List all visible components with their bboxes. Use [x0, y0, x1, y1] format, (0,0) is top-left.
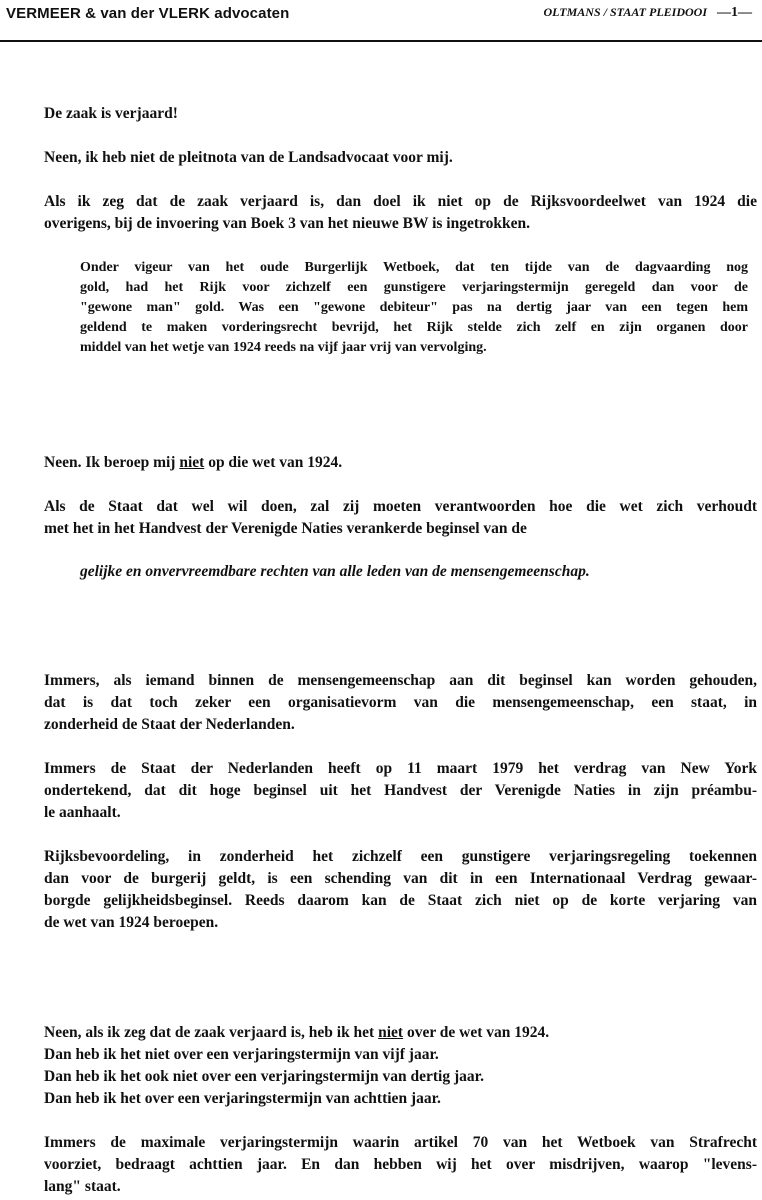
- case-title: OLTMANS / STAAT PLEIDOOI: [543, 5, 707, 19]
- italic-quote: gelijke en onvervreemdbare rechten van alle leden van de mensengemeenschap.: [80, 563, 590, 580]
- paragraph-10-line-4: de wet van 1924 beroepen.: [44, 914, 219, 931]
- case-reference: [544, 5, 752, 21]
- indented-line-5: middel van het wetje van 1924 reeds na vijf jaar vrij van vervolging.: [80, 340, 487, 355]
- paragraph-11-text-c: over de wet van 1924.: [403, 1024, 550, 1041]
- firm-name: VERMEER & van der VLERK advocaten: [6, 5, 290, 22]
- paragraph-5-text-a: Neen. Ik beroep mij: [44, 454, 180, 471]
- paragraph-12: [44, 1132, 757, 1198]
- indented-line-2: gold, had het Rijk voor zichzelf een gunstigere verjaringstermijn geregeld dan voor de: [80, 280, 748, 295]
- underlined-niet: niet: [179, 454, 205, 471]
- paragraph-3-line-1: Als ik zeg dat de zaak verjaard is, dan doel ik niet op de Rijksvoordeelwet van 1924 die: [44, 193, 757, 210]
- underlined-niet-2: niet: [378, 1024, 404, 1041]
- page-number: —1—: [717, 5, 752, 20]
- paragraph-9-line-3: le aanhaalt.: [44, 804, 121, 821]
- paragraph-9-line-1: Immers de Staat der Nederlanden heeft op 11 maart 1979 het verdrag van New York: [44, 760, 757, 777]
- paragraph-10-line-1: Rijksbevoordeling, in zonderheid het zichzelf een gunstigere verjaringsregeling toekennen: [44, 848, 757, 865]
- indented-paragraph: [80, 258, 748, 358]
- paragraph-11: [44, 1022, 757, 1110]
- indented-line-4: geldend te maken vorderingsrecht bevrijd, het Rijk stelde zich zelf en zijn organen door: [80, 320, 748, 335]
- paragraph-2: Neen, ik heb niet de pleitnota van de Landsadvocaat voor mij.: [44, 149, 453, 166]
- paragraph-12-line-2: voorziet, bedraagt achttien jaar. En dan hebben wij het over misdrijven, waarop "levens-: [44, 1156, 757, 1173]
- paragraph-8: [44, 670, 757, 736]
- paragraph-5: [44, 452, 744, 474]
- paragraph-3: [44, 191, 757, 235]
- paragraph-10: [44, 846, 757, 934]
- paragraph-12-line-3: lang" staat.: [44, 1178, 121, 1195]
- paragraph-6-line-2: met het in het Handvest der Verenigde Naties verankerde beginsel van de: [44, 520, 527, 537]
- paragraph-11-line-3: Dan heb ik het ook niet over een verjaringstermijn van dertig jaar.: [44, 1068, 484, 1085]
- paragraph-12-line-1: Immers de maximale verjaringstermijn waarin artikel 70 van het Wetboek van Strafrecht: [44, 1134, 757, 1151]
- paragraph-9-line-2: ondertekend, dat dit hoge beginsel uit het Handvest der Verenigde Naties in zijn préambu-: [44, 782, 757, 799]
- paragraph-10-line-3: borgde gelijkheidsbeginsel. Reeds daarom kan de Staat zich niet op de korte verjaring van: [44, 892, 757, 909]
- page-header: [0, 0, 762, 42]
- paragraph-8-line-3: zonderheid de Staat der Nederlanden.: [44, 716, 295, 733]
- paragraph-6-line-1: Als de Staat dat wel wil doen, zal zij moeten verantwoorden hoe die wet zich verhoudt: [44, 498, 757, 515]
- indented-line-3: "gewone man" gold. Was een "gewone debiteur" pas na dertig jaar van een tegen hem: [80, 300, 748, 315]
- paragraph-10-line-2: dan voor de burgerij geldt, is een schending van dit in een Internationaal Verdrag gewaar-: [44, 870, 757, 887]
- paragraph-8-line-1: Immers, als iemand binnen de mensengemeenschap aan dit beginsel kan worden gehouden,: [44, 672, 757, 689]
- paragraph-9: [44, 758, 757, 824]
- paragraph-8-line-2: dat is dat toch zeker een organisatievorm van die mensengemeenschap, een staat, in: [44, 694, 757, 711]
- paragraph-5-text-c: op die wet van 1924.: [204, 454, 343, 471]
- paragraph-11-text-a: Neen, als ik zeg dat de zaak verjaard is, heb ik het: [44, 1024, 379, 1041]
- indented-line-1: Onder vigeur van het oude Burgerlijk Wetboek, dat ten tijde van de dagvaarding nog: [80, 260, 748, 275]
- paragraph-1: De zaak is verjaard!: [44, 105, 178, 122]
- paragraph-11-line-2: Dan heb ik het niet over een verjaringstermijn van vijf jaar.: [44, 1046, 439, 1063]
- paragraph-11-line-1: [44, 1022, 757, 1044]
- paragraph-6: [44, 496, 757, 540]
- paragraph-11-line-4: Dan heb ik het over een verjaringstermijn van achttien jaar.: [44, 1090, 441, 1107]
- paragraph-3-line-2: overigens, bij de invoering van Boek 3 van het nieuwe BW is ingetrokken.: [44, 215, 530, 232]
